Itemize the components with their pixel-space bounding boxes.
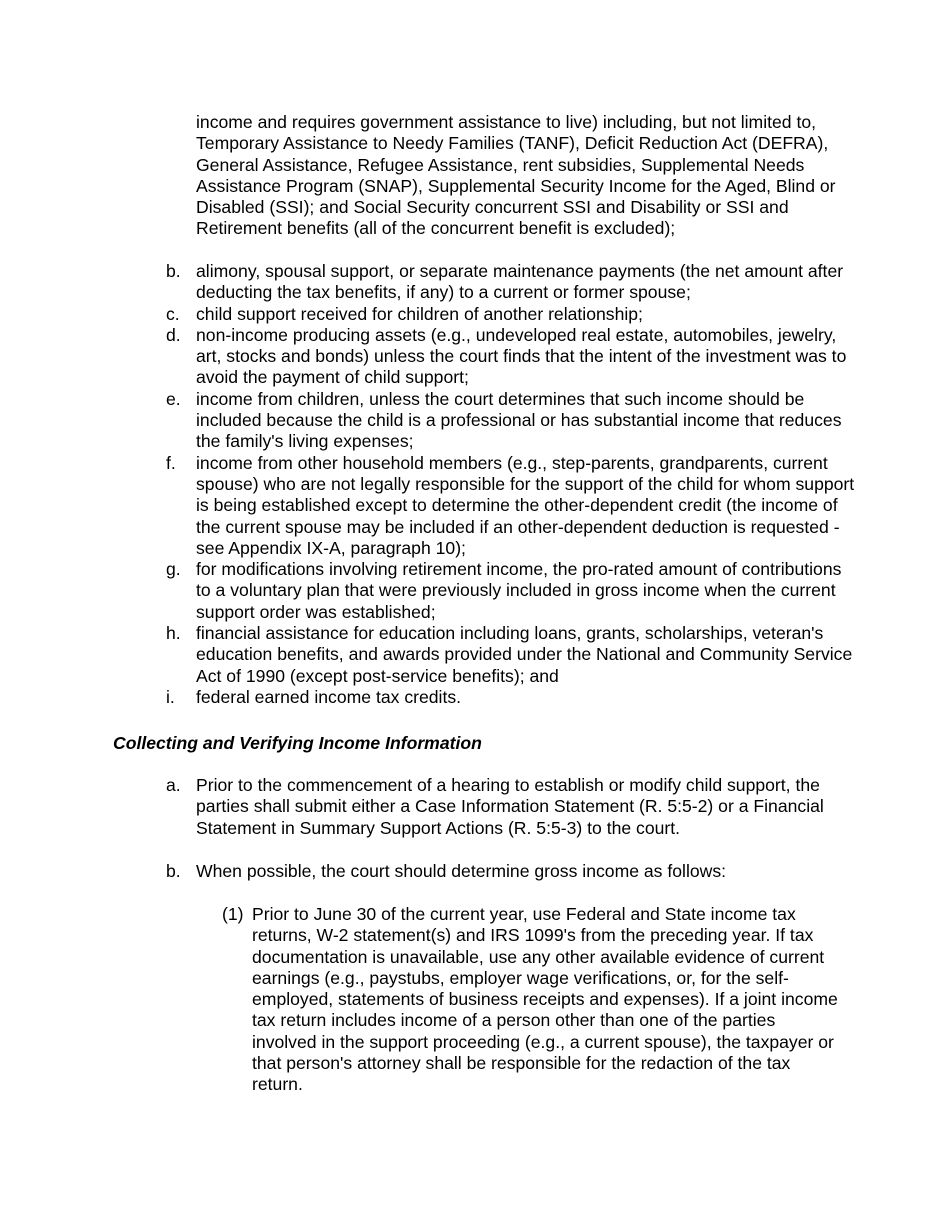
list-item-text: Prior to the commencement of a hearing to establish or modify child support, the parties shall submit either a Case Information Statement (R. 5:5-2) or a Financial Statement in Summary Support Actions (R. 5:5-3) to the court. [196, 775, 824, 838]
list-item [166, 261, 856, 304]
list-marker: b. [166, 861, 181, 881]
list-marker: d. [166, 324, 181, 345]
intro-continuation-paragraph: income and requires government assistance to live) including, but not limited to, Temporary Assistance to Needy Families (TANF), Deficit Reduction Act (DEFRA), General Assistance, Refugee Assistance, rent subsidies, Supplemental Needs Assistance Program (SNAP), Supplemental Security Income for the Aged, Blind or Disabled (SSI); and Social Security concurrent SSI and Disability or SSI and Retirement benefits (all of the concurrent benefit is excluded); [196, 112, 836, 239]
list-item-text: financial assistance for education including loans, grants, scholarships, veteran's education benefits, and awards provided under the National and Community Service Act of 1990 (except post-service benefits); and [196, 623, 853, 686]
list-item-text: Prior to June 30 of the current year, use Federal and State income tax returns, W-2 statement(s) and IRS 1099's from the preceding year. If tax documentation is unavailable, use any other available evidence of current earnings (e.g., paystubs, employer wage verifications, or, for the self-employed, statements of business receipts and expenses). If a joint income tax return includes income of a person other than one of the parties involved in the support proceeding (e.g., a current spouse), the taxpayer or that person's attorney shall be responsible for the redaction of the tax return. [252, 904, 838, 1095]
list-marker: e. [166, 388, 181, 409]
list-item [166, 453, 856, 559]
list-item [166, 304, 856, 325]
income-exclusions-list [166, 261, 856, 708]
list-marker: (1) [222, 904, 244, 924]
section-heading: Collecting and Verifying Income Information [113, 733, 482, 753]
list-item-text: for modifications involving retirement income, the pro-rated amount of contributions to a voluntary plan that were previously included in gross income when the current support order was established; [196, 559, 842, 622]
list-marker: i. [166, 686, 175, 707]
list-marker: b. [166, 261, 181, 281]
list-item [166, 623, 856, 687]
list-item [166, 389, 856, 453]
list-item-text: income from other household members (e.g., step-parents, grandparents, current spouse) who are not legally responsible for the support of the child for whom support is being established except to determine the other-dependent credit (the income of the current spouse may be included if an other-dependent deduction is requested - see Appendix IX-A, paragraph 10); [196, 452, 855, 558]
list-marker: g. [166, 559, 181, 580]
list-marker: a. [166, 775, 181, 795]
list-item-text: federal earned income tax credits. [196, 686, 462, 707]
list-marker: h. [166, 623, 181, 644]
collect-subitem-b1 [222, 904, 842, 1096]
list-item-text: alimony, spousal support, or separate maintenance payments (the net amount after deducting the tax benefits, if any) to a current or former spouse; [196, 261, 844, 303]
list-item-text: non-income producing assets (e.g., undeveloped real estate, automobiles, jewelry, art, stocks and bonds) unless the court finds that the intent of the investment was to avoid the payment of child support; [196, 324, 847, 388]
list-item [166, 559, 856, 623]
list-item-text: When possible, the court should determine gross income as follows: [196, 861, 727, 881]
list-marker: c. [166, 303, 180, 324]
list-item [166, 325, 856, 389]
list-item-text: child support received for children of another relationship; [196, 303, 643, 324]
list-marker: f. [166, 452, 176, 473]
list-item-text: income from children, unless the court determines that such income should be included because the child is a professional or has substantial income that reduces the family's living expenses; [196, 388, 842, 452]
collect-item-a [166, 775, 856, 839]
collect-item-b [166, 861, 856, 882]
list-item [166, 687, 856, 708]
